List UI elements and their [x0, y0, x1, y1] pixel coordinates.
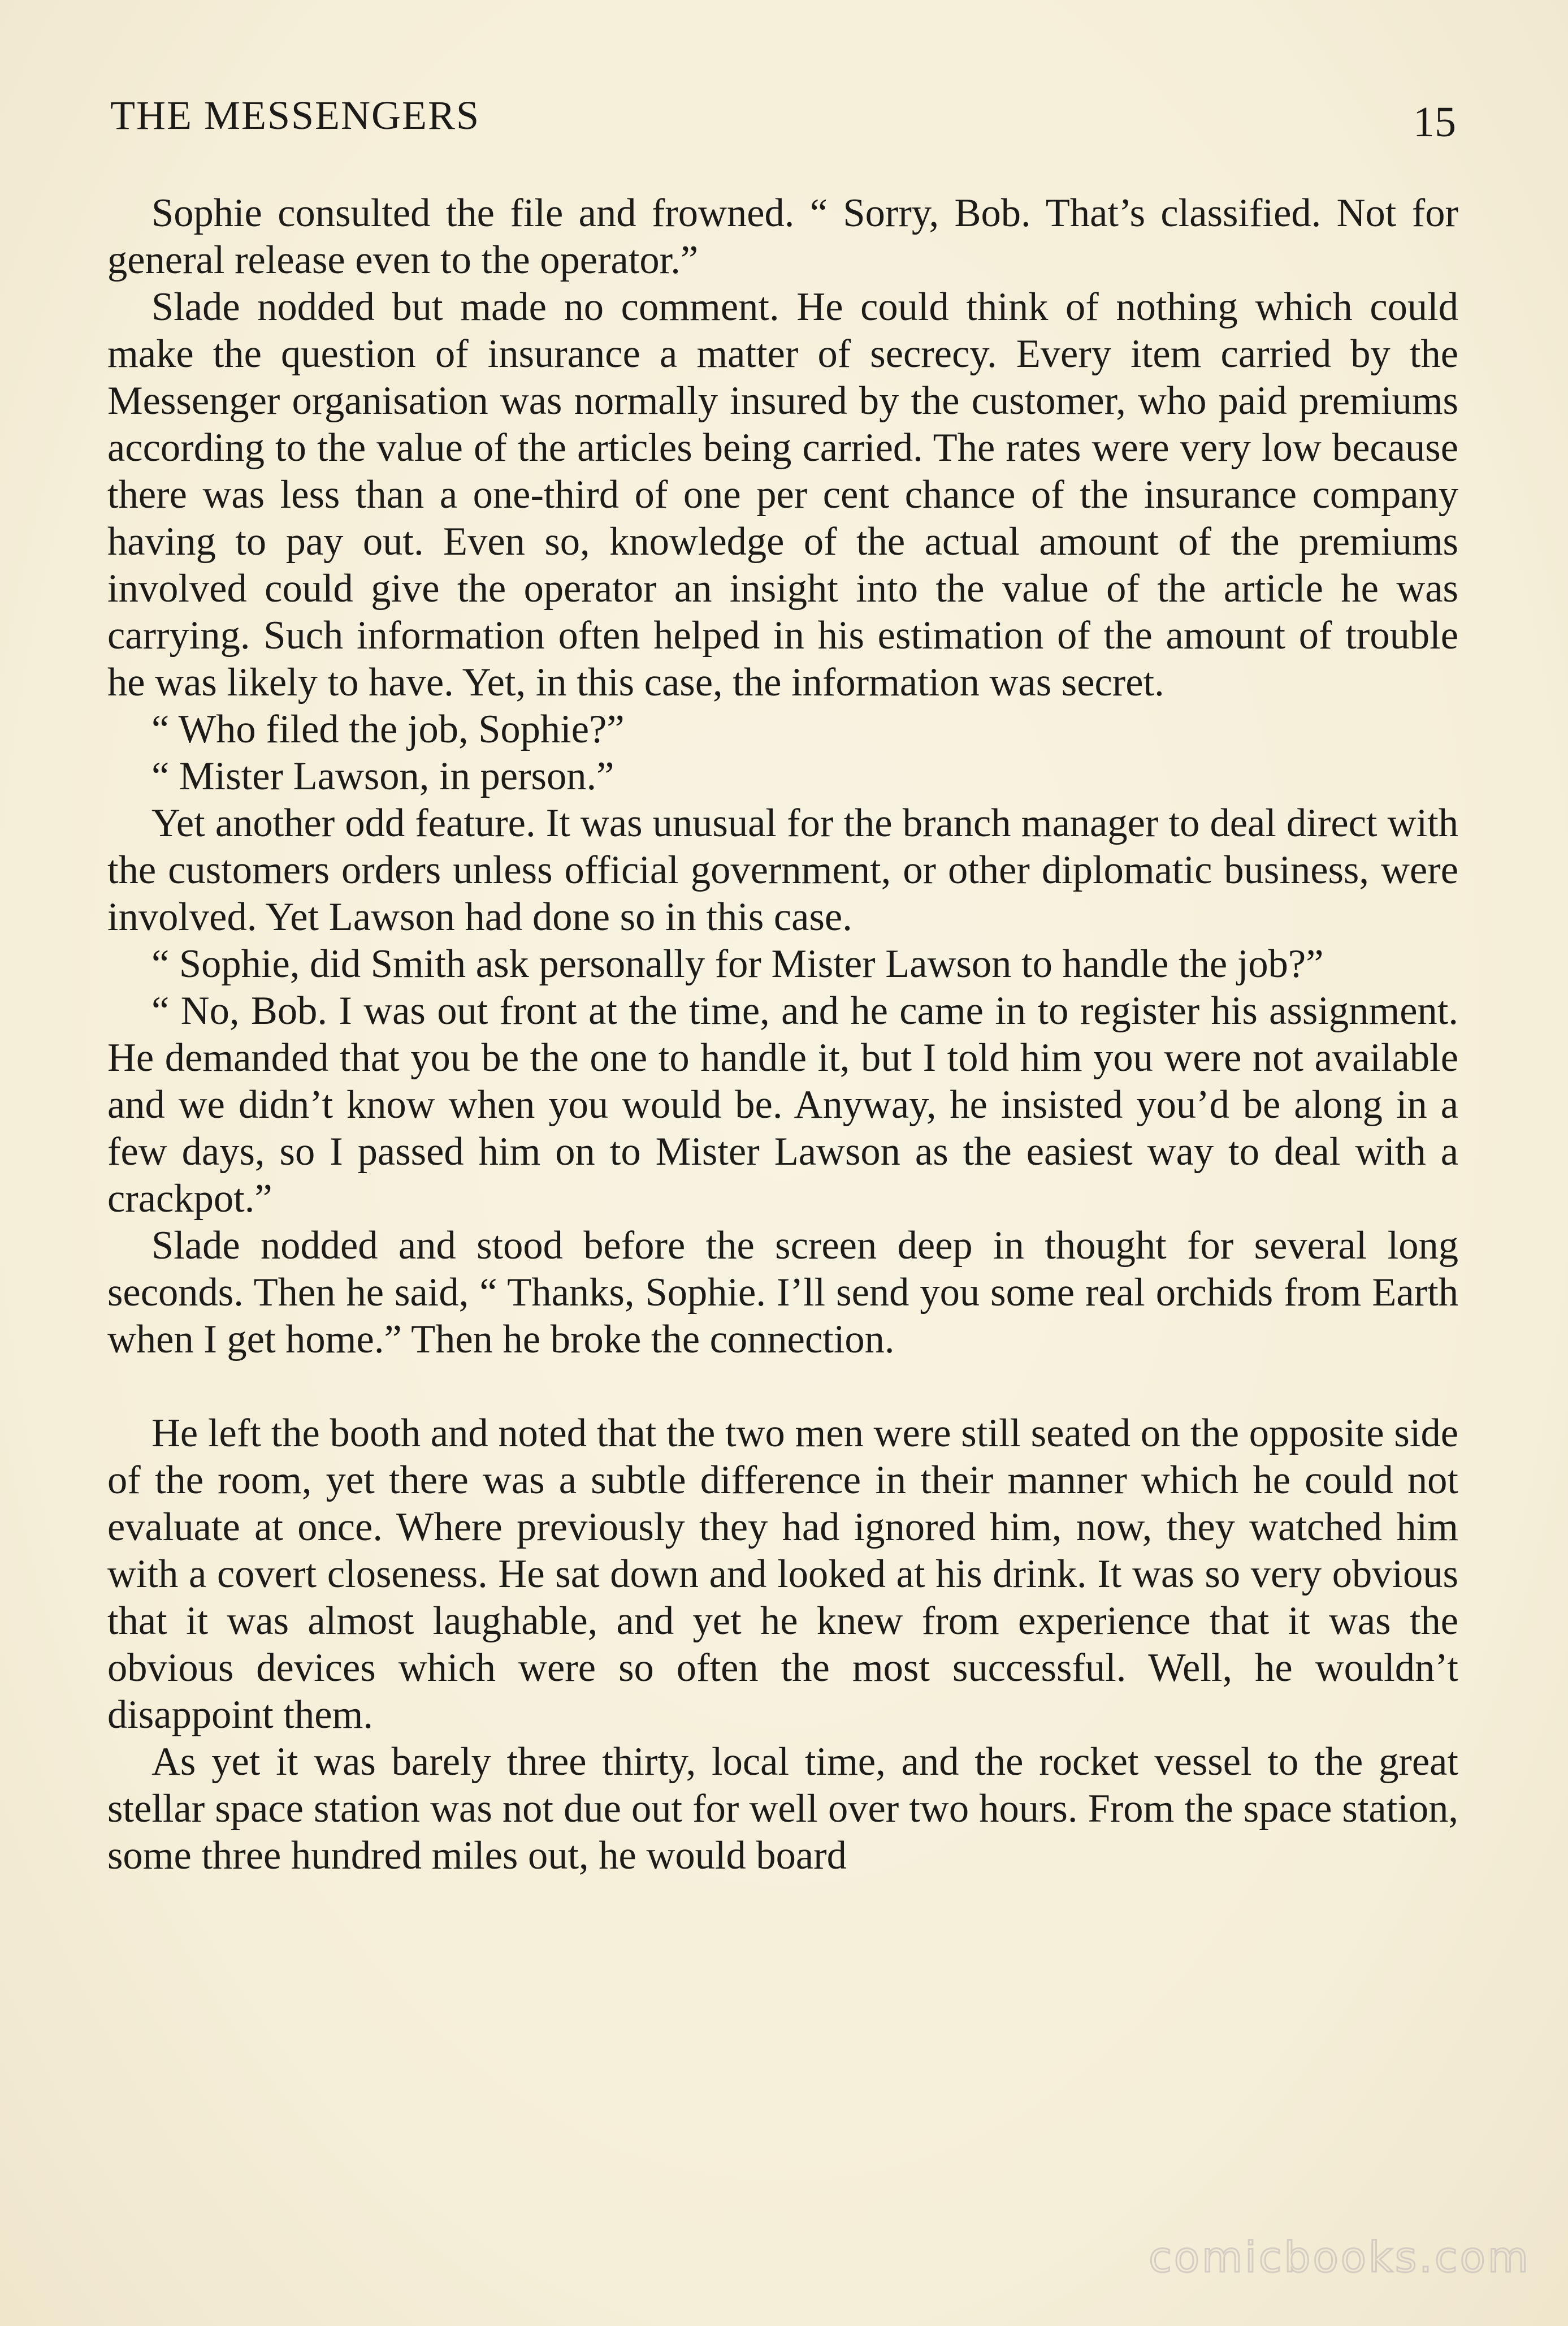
- paragraph: Sophie consulted the file and frowned. “ Sorry, Bob. That’s classified. Not for general release even to the operator.”: [107, 191, 1458, 282]
- paragraph: “ Sophie, did Smith ask personally for Mister Lawson to handle the job?”: [151, 942, 1324, 986]
- paragraph: “ No, Bob. I was out front at the time, and he came in to register his assignment. He demanded that you be the one to handle it, but I told him you were not available and we didn’t know when you would be. Anyway, he insisted you’d be along in a few days, so I passed him on to Mister Lawson as the easiest way to deal with a crackpot.”: [107, 989, 1458, 1221]
- paragraph: “ Mister Lawson, in person.”: [151, 754, 614, 798]
- running-head-title: THE MESSENGERS: [110, 93, 480, 138]
- body-text: [107, 190, 1458, 1879]
- paragraph: Slade nodded and stood before the screen deep in thought for several long seconds. Then he said, “ Thanks, Sophie. I’ll send you some real orchids from Earth when I get home.” Then he broke the connection.: [107, 1223, 1458, 1361]
- watermark-text: comicbooks.com: [1149, 2233, 1531, 2282]
- paragraph: Slade nodded but made no comment. He could think of nothing which could make the question of insurance a matter of secrecy. Every item carried by the Messenger organisation was normally insured by the customer, who paid premiums according to the value of the articles being carried. The rates were very low because there was less than a one-third of one per cent chance of the insurance company having to pay out. Even so, knowledge of the actual amount of the premiums involved could give the operator an insight into the value of the article he was carrying. Such information often helped in his estimation of the amount of trouble he was likely to have. Yet, in this case, the information was secret.: [107, 285, 1458, 704]
- paragraph: He left the booth and noted that the two men were still seated on the opposite side of the room, yet there was a subtle difference in their manner which he could not evaluate at once. Where previously they had ignored him, now, they watched him with a covert closeness. He sat down and looked at his drink. It was so very obvious that it was almost laughable, and yet he knew from experience that it was the obvious devices which were so often the most successful. Well, he wouldn’t disappoint them.: [107, 1411, 1458, 1737]
- paragraph: “ Who filed the job, Sophie?”: [151, 707, 625, 751]
- page-number: 15: [1413, 98, 1456, 146]
- paragraph: As yet it was barely three thirty, local time, and the rocket vessel to the great stellar space station was not due out for well over two hours. From the space station, some three hundred miles out, he would board: [107, 1740, 1458, 1878]
- paragraph: Yet another odd feature. It was unusual for the branch manager to deal direct with the customers orders unless official government, or other diplomatic business, were involved. Yet Lawson had done so in this case.: [107, 801, 1458, 939]
